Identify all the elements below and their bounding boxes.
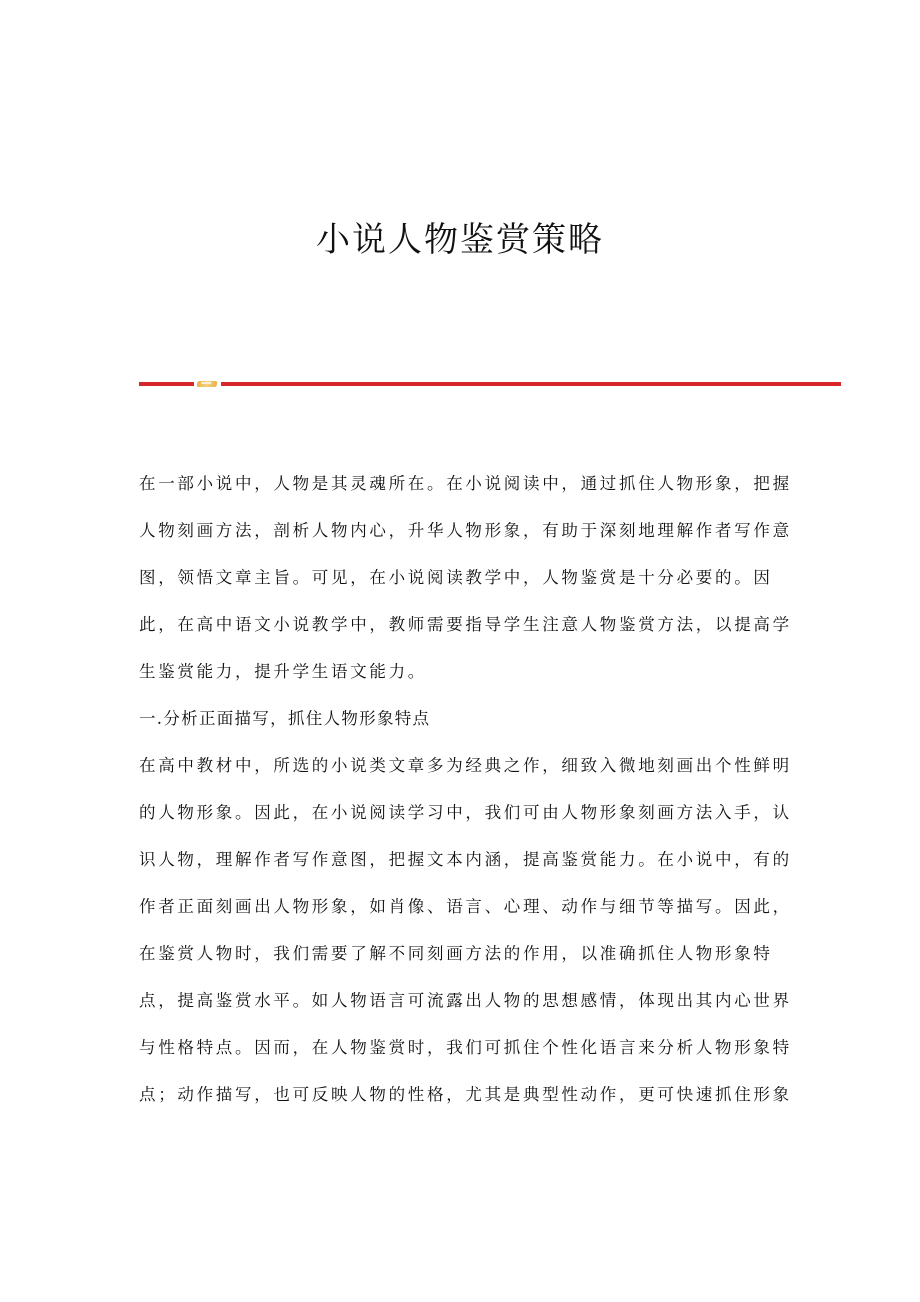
paragraph-line: 点，提高鉴赏水平。如人物语言可流露出人物的思想感情，体现出其内心世界 xyxy=(139,991,792,1010)
paragraph-line: 与性格特点。因而，在人物鉴赏时，我们可抓住个性化语言来分析人物形象特 xyxy=(139,1038,792,1057)
paragraph-line: 生鉴赏能力，提升学生语文能力。 xyxy=(139,662,427,681)
paragraph-line: 作者正面刻画出人物形象，如肖像、语言、心理、动作与细节等描写。因此， xyxy=(139,897,792,916)
paragraph-line: 人物刻画方法，剖析人物内心，升华人物形象，有助于深刻地理解作者写作意 xyxy=(139,521,792,540)
paragraph-line: 的人物形象。因此，在小说阅读学习中，我们可由人物形象刻画方法入手，认 xyxy=(139,803,792,822)
title-divider xyxy=(139,379,841,391)
section-heading: 一.分析正面描写，抓住人物形象特点 xyxy=(139,709,431,728)
paragraph-line: 在鉴赏人物时，我们需要了解不同刻画方法的作用，以准确抓住人物形象特 xyxy=(139,944,773,963)
divider-ornament-icon xyxy=(196,381,217,387)
divider-left-segment xyxy=(139,382,194,386)
divider-right-segment xyxy=(221,382,841,386)
paragraph-line: 在高中教材中，所选的小说类文章多为经典之作，细致入微地刻画出个性鲜明 xyxy=(139,756,792,775)
document-body xyxy=(139,466,792,1124)
document-title: 小说人物鉴赏策略 xyxy=(316,220,604,260)
paragraph-line: 在一部小说中，人物是其灵魂所在。在小说阅读中，通过抓住人物形象，把握 xyxy=(139,474,792,493)
paragraph-line: 图，领悟文章主旨。可见，在小说阅读教学中，人物鉴赏是十分必要的。因 xyxy=(139,568,773,587)
paragraph-line: 此，在高中语文小说教学中，教师需要指导学生注意人物鉴赏方法，以提高学 xyxy=(139,615,792,634)
paragraph-line: 识人物，理解作者写作意图，把握文本内涵，提高鉴赏能力。在小说中，有的 xyxy=(139,850,792,869)
paragraph-line: 点；动作描写，也可反映人物的性格，尤其是典型性动作，更可快速抓住形象 xyxy=(139,1085,792,1104)
